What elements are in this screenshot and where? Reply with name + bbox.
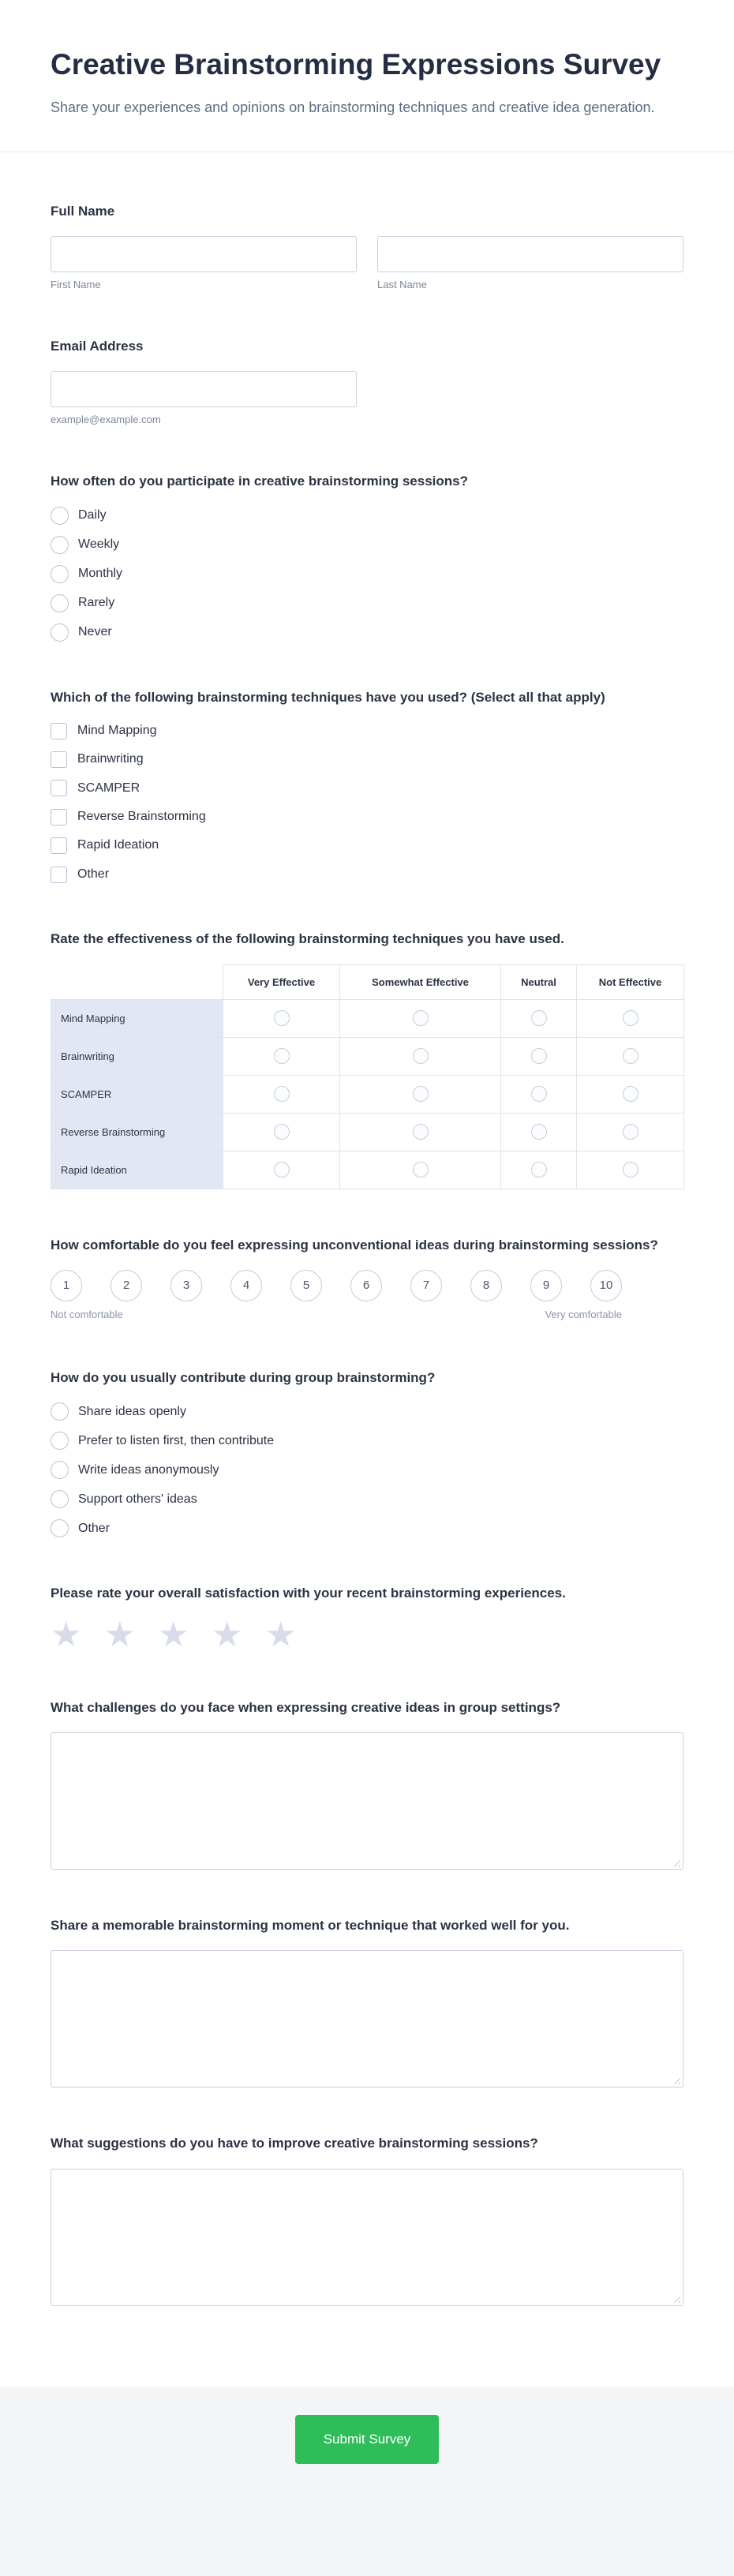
- checkbox-option[interactable]: [51, 751, 144, 768]
- contribution-options: [51, 1402, 683, 1537]
- radio-icon[interactable]: [51, 1432, 69, 1450]
- matrix-cell[interactable]: [501, 999, 577, 1037]
- checkbox-icon[interactable]: [51, 780, 67, 796]
- matrix-row: [51, 1113, 684, 1151]
- matrix-label: Rate the effectiveness of the following brainstorming techniques you have used.: [51, 931, 564, 947]
- matrix-radio-icon[interactable]: [623, 1162, 639, 1178]
- suggestions-label: What suggestions do you have to improve creative brainstorming sessions?: [51, 2136, 538, 2151]
- matrix-cell[interactable]: [223, 1075, 340, 1113]
- scale-option[interactable]: 9: [530, 1270, 562, 1301]
- checkbox-option-label: Reverse Brainstorming: [77, 810, 206, 824]
- radio-option-label: Never: [78, 624, 112, 638]
- challenges-question: [51, 1698, 683, 1870]
- frequency-question: [51, 471, 683, 641]
- fullname-label: Full Name: [51, 203, 115, 219]
- form-body: [0, 152, 734, 2387]
- radio-icon[interactable]: [51, 594, 69, 612]
- matrix-body: [51, 999, 684, 1189]
- matrix-row: [51, 1151, 684, 1189]
- star-icon[interactable]: [104, 1619, 137, 1652]
- matrix-radio-icon[interactable]: [531, 1010, 547, 1026]
- matrix-radio-icon[interactable]: [413, 1048, 429, 1064]
- radio-option[interactable]: [51, 594, 114, 612]
- scale-option[interactable]: 2: [110, 1270, 142, 1301]
- radio-option-label: Write ideas anonymously: [78, 1462, 219, 1477]
- matrix-cell[interactable]: [501, 1075, 577, 1113]
- radio-option-label: Prefer to listen first, then contribute: [78, 1433, 275, 1447]
- radio-icon[interactable]: [51, 623, 69, 642]
- scale-option[interactable]: 8: [470, 1270, 502, 1301]
- scale-option[interactable]: 10: [590, 1270, 622, 1301]
- matrix-cell[interactable]: [577, 1151, 684, 1189]
- matrix-row: [51, 1075, 684, 1113]
- email-sublabel: example@example.com: [51, 414, 161, 426]
- matrix-radio-icon[interactable]: [531, 1086, 547, 1102]
- radio-icon[interactable]: [51, 1461, 69, 1479]
- matrix-cell[interactable]: [577, 1075, 684, 1113]
- matrix-table: [51, 964, 684, 1189]
- first-name-input[interactable]: [51, 236, 357, 272]
- satisfaction-question: [51, 1583, 683, 1651]
- form-footer: [0, 2387, 734, 2576]
- matrix-cell[interactable]: [501, 1113, 577, 1151]
- star-icon[interactable]: [158, 1619, 191, 1652]
- radio-option-label: Daily: [78, 507, 107, 522]
- matrix-radio-icon[interactable]: [413, 1010, 429, 1026]
- radio-option-label: Support others' ideas: [78, 1492, 197, 1506]
- matrix-row: [51, 1037, 684, 1075]
- matrix-row-label: Reverse Brainstorming: [51, 1113, 223, 1151]
- matrix-question: [51, 929, 683, 1189]
- matrix-cell[interactable]: [577, 999, 684, 1037]
- matrix-row-label: Rapid Ideation: [51, 1151, 223, 1189]
- checkbox-icon[interactable]: [51, 723, 67, 739]
- scale-option[interactable]: 5: [290, 1270, 322, 1301]
- matrix-radio-icon[interactable]: [623, 1048, 639, 1064]
- techniques-options: [51, 722, 683, 883]
- checkbox-option-label: SCAMPER: [77, 781, 140, 795]
- matrix-cell[interactable]: [223, 1151, 340, 1189]
- radio-icon[interactable]: [51, 565, 69, 583]
- suggestions-textarea[interactable]: [51, 2169, 683, 2306]
- matrix-column-header: Neutral: [501, 964, 577, 999]
- scale-option[interactable]: 1: [51, 1270, 82, 1301]
- matrix-column-header: Not Effective: [577, 964, 684, 999]
- matrix-column-header: Somewhat Effective: [340, 964, 501, 999]
- checkbox-option[interactable]: [51, 866, 109, 883]
- radio-icon[interactable]: [51, 1490, 69, 1508]
- star-icon[interactable]: [212, 1619, 245, 1652]
- radio-option[interactable]: [51, 1519, 110, 1537]
- matrix-radio-icon[interactable]: [623, 1124, 639, 1140]
- radio-option[interactable]: [51, 623, 112, 642]
- matrix-cell[interactable]: [577, 1037, 684, 1075]
- matrix-row: [51, 999, 684, 1037]
- matrix-radio-icon[interactable]: [274, 1086, 290, 1102]
- radio-option[interactable]: [51, 1402, 186, 1421]
- fullname-question: [51, 201, 683, 290]
- scale-min-label: Not comfortable: [51, 1308, 123, 1320]
- matrix-radio-icon[interactable]: [274, 1048, 290, 1064]
- matrix-cell[interactable]: [223, 999, 340, 1037]
- star-icon[interactable]: [51, 1619, 84, 1652]
- radio-icon[interactable]: [51, 1402, 69, 1421]
- contribution-question: [51, 1368, 683, 1537]
- submit-button[interactable]: Submit Survey: [295, 2415, 440, 2464]
- matrix-cell[interactable]: [577, 1113, 684, 1151]
- memorable-question: [51, 1915, 683, 2087]
- matrix-radio-icon[interactable]: [531, 1048, 547, 1064]
- form-subtitle: Share your experiences and opinions on brainstorming techniques and creative idea generation.: [51, 99, 655, 115]
- email-label: Email Address: [51, 338, 144, 354]
- radio-option-label: Weekly: [78, 537, 120, 551]
- checkbox-icon[interactable]: [51, 751, 67, 768]
- scale-option[interactable]: 7: [410, 1270, 442, 1301]
- radio-option[interactable]: [51, 1461, 219, 1479]
- radio-option[interactable]: [51, 565, 122, 583]
- radio-icon[interactable]: [51, 507, 69, 525]
- radio-icon[interactable]: [51, 536, 69, 554]
- matrix-radio-icon[interactable]: [413, 1086, 429, 1102]
- techniques-question: [51, 687, 683, 884]
- checkbox-option[interactable]: [51, 837, 159, 854]
- radio-option-label: Rarely: [78, 595, 115, 609]
- comfort-label: How comfortable do you feel expressing unconventional ideas during brainstorming sessions?: [51, 1237, 658, 1252]
- memorable-textarea[interactable]: [51, 1950, 683, 2087]
- matrix-radio-icon[interactable]: [413, 1124, 429, 1140]
- scale-option[interactable]: 3: [170, 1270, 202, 1301]
- radio-option[interactable]: [51, 507, 107, 525]
- last-name-input[interactable]: [377, 236, 683, 272]
- radio-option-label: Other: [78, 1521, 110, 1535]
- matrix-radio-icon[interactable]: [274, 1124, 290, 1140]
- techniques-label: Which of the following brainstorming techniques have you used? (Select all that apply): [51, 689, 605, 705]
- checkbox-option[interactable]: [51, 780, 140, 797]
- matrix-cell[interactable]: [223, 1037, 340, 1075]
- matrix-header-row: [51, 964, 684, 999]
- matrix-cell[interactable]: [501, 1037, 577, 1075]
- radio-option[interactable]: [51, 1432, 274, 1450]
- checkbox-option-label: Other: [77, 867, 110, 881]
- checkbox-icon[interactable]: [51, 809, 67, 826]
- matrix-radio-icon[interactable]: [623, 1086, 639, 1102]
- star-rating: [51, 1619, 683, 1652]
- radio-option-label: Share ideas openly: [78, 1404, 186, 1418]
- matrix-row-label: Mind Mapping: [51, 999, 223, 1037]
- radio-option-label: Monthly: [78, 566, 123, 580]
- checkbox-option[interactable]: [51, 722, 157, 739]
- comfort-scale-row: [51, 1270, 622, 1301]
- checkbox-option-label: Mind Mapping: [77, 723, 157, 737]
- matrix-radio-icon[interactable]: [274, 1162, 290, 1178]
- first-name-sublabel: First Name: [51, 278, 101, 290]
- scale-option[interactable]: 4: [230, 1270, 262, 1301]
- checkbox-option-label: Rapid Ideation: [77, 838, 159, 852]
- comfort-scale: [51, 1270, 622, 1320]
- matrix-cell[interactable]: [340, 1113, 501, 1151]
- matrix-radio-icon[interactable]: [623, 1010, 639, 1026]
- matrix-cell[interactable]: [501, 1151, 577, 1189]
- scale-option[interactable]: 6: [350, 1270, 382, 1301]
- matrix-row-label: Brainwriting: [51, 1037, 223, 1075]
- frequency-options: [51, 507, 683, 642]
- scale-max-label: Very comfortable: [545, 1308, 622, 1320]
- matrix-cell[interactable]: [340, 999, 501, 1037]
- frequency-label: How often do you participate in creative brainstorming sessions?: [51, 474, 468, 489]
- comfort-scale-labels: [51, 1309, 622, 1320]
- matrix-cell[interactable]: [340, 1037, 501, 1075]
- email-question: [51, 336, 683, 425]
- radio-icon[interactable]: [51, 1519, 69, 1537]
- matrix-row-label: SCAMPER: [51, 1075, 223, 1113]
- memorable-label: Share a memorable brainstorming moment or technique that worked well for you.: [51, 1917, 570, 1933]
- contribution-label: How do you usually contribute during group brainstorming?: [51, 1369, 436, 1385]
- matrix-radio-icon[interactable]: [531, 1124, 547, 1140]
- challenges-label: What challenges do you face when expressing creative ideas in group settings?: [51, 1699, 561, 1715]
- checkbox-icon[interactable]: [51, 837, 67, 854]
- form-title: Creative Brainstorming Expressions Survey: [51, 48, 661, 80]
- matrix-radio-icon[interactable]: [413, 1162, 429, 1178]
- form-header: [0, 0, 734, 152]
- matrix-radio-icon[interactable]: [531, 1162, 547, 1178]
- matrix-radio-icon[interactable]: [274, 1010, 290, 1026]
- checkbox-option[interactable]: [51, 808, 206, 826]
- checkbox-option-label: Brainwriting: [77, 752, 144, 766]
- matrix-cell[interactable]: [223, 1113, 340, 1151]
- challenges-textarea[interactable]: [51, 1732, 683, 1870]
- comfort-question: [51, 1235, 683, 1322]
- radio-option[interactable]: [51, 536, 119, 554]
- matrix-cell[interactable]: [340, 1151, 501, 1189]
- radio-option[interactable]: [51, 1490, 197, 1508]
- satisfaction-label: Please rate your overall satisfaction with your recent brainstorming experiences.: [51, 1586, 566, 1601]
- matrix-column-header: Very Effective: [223, 964, 340, 999]
- last-name-sublabel: Last Name: [377, 278, 427, 290]
- checkbox-icon[interactable]: [51, 867, 67, 883]
- matrix-corner-cell: [51, 964, 223, 999]
- suggestions-question: [51, 2133, 683, 2305]
- email-input[interactable]: [51, 371, 357, 407]
- star-icon[interactable]: [265, 1619, 298, 1652]
- matrix-cell[interactable]: [340, 1075, 501, 1113]
